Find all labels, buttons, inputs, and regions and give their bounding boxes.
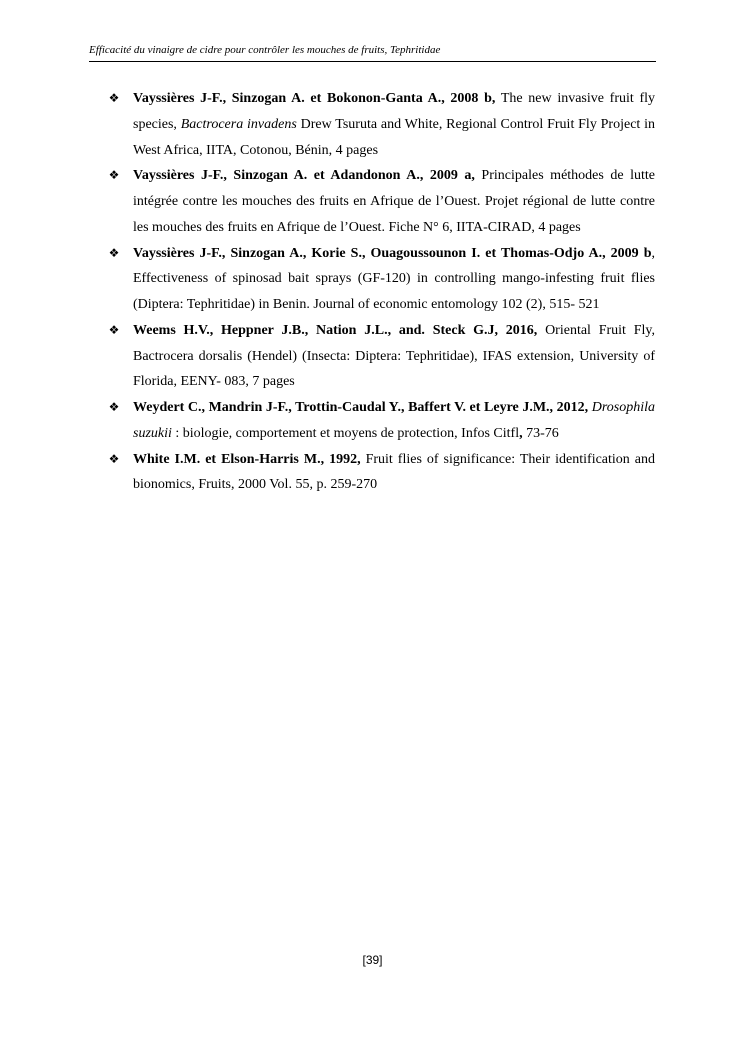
diamond-bullet-icon: ❖ <box>108 91 120 105</box>
reference-item <box>108 241 655 318</box>
running-header: Efficacité du vinaigre de cidre pour contrôler les mouches de fruits, Tephritidae <box>89 44 441 56</box>
reference-item <box>108 447 655 499</box>
reference-text: Principales méthodes de lutte intégrée contre les mouches des fruits en Afrique de l’Ouest. Projet régional de lutte contre les mouches des fruits en Afrique de l’Ouest. Fiche N° 6, IITA-CIRAD, 4 pages <box>133 168 655 235</box>
reference-list <box>108 86 656 498</box>
reference-item <box>108 86 656 163</box>
reference-text: Fruit flies of significance: Their identification and bionomics, Fruits, 2000 Vol. 55, p. 259-270 <box>133 451 655 493</box>
reference-text: Oriental Fruit Fly, Bactrocera dorsalis (Hendel) (Insecta: Diptera: Tephritidae), IFAS extension, University of Florida, EENY- 083, 7 pages <box>133 322 655 390</box>
reference-authors: Vayssières J-F., Sinzogan A. et Bokonon-Ganta A., 2008 b, <box>133 91 496 106</box>
reference-item <box>108 395 656 447</box>
reference-species: Drosophila suzukii <box>133 400 656 441</box>
header-divider <box>89 61 656 62</box>
reference-authors: Vayssières J-F., Sinzogan A. et Adandonon A., 2009 a, <box>133 168 475 184</box>
reference-authors: Weems H.V., Heppner J.B., Nation J.L., and. Steck G.J, 2016, <box>133 322 538 338</box>
reference-text: Drew Tsuruta and White, Regional Control Fruit Fly Project in West Africa, IITA, Cotonou, Bénin, 4 pages <box>133 116 655 158</box>
reference-text: 73-76 <box>522 425 559 441</box>
reference-punctuation: , <box>519 425 523 441</box>
diamond-bullet-icon: ❖ <box>108 245 120 260</box>
reference-authors: Weydert C., Mandrin J-F., Trottin-Caudal Y., Baffert V. et Leyre J.M., 2012, <box>133 400 589 415</box>
diamond-bullet-icon: ❖ <box>108 400 120 414</box>
reference-item <box>108 318 655 395</box>
reference-text: , Effectiveness of spinosad bait sprays (GF-120) in controlling mango-infesting fruit flies (Diptera: Tephritidae) in Benin. Journal of economic entomology 102 (2), 515- 521 <box>133 245 655 312</box>
page-number: [39] <box>362 953 383 967</box>
reference-item <box>108 163 655 240</box>
reference-authors: Vayssières J-F., Sinzogan A., Korie S., Ouagoussounon I. et Thomas-Odjo A., 2009 b <box>133 245 652 261</box>
diamond-bullet-icon: ❖ <box>108 451 120 466</box>
reference-species: Bactrocera invadens <box>180 116 297 132</box>
diamond-bullet-icon: ❖ <box>108 168 120 183</box>
reference-text: The new invasive fruit fly species, <box>133 91 656 132</box>
reference-text: : biologie, comportement et moyens de protection, Infos Citfl <box>171 425 520 441</box>
diamond-bullet-icon: ❖ <box>108 322 120 337</box>
reference-authors: White I.M. et Elson-Harris M., 1992, <box>133 451 361 467</box>
